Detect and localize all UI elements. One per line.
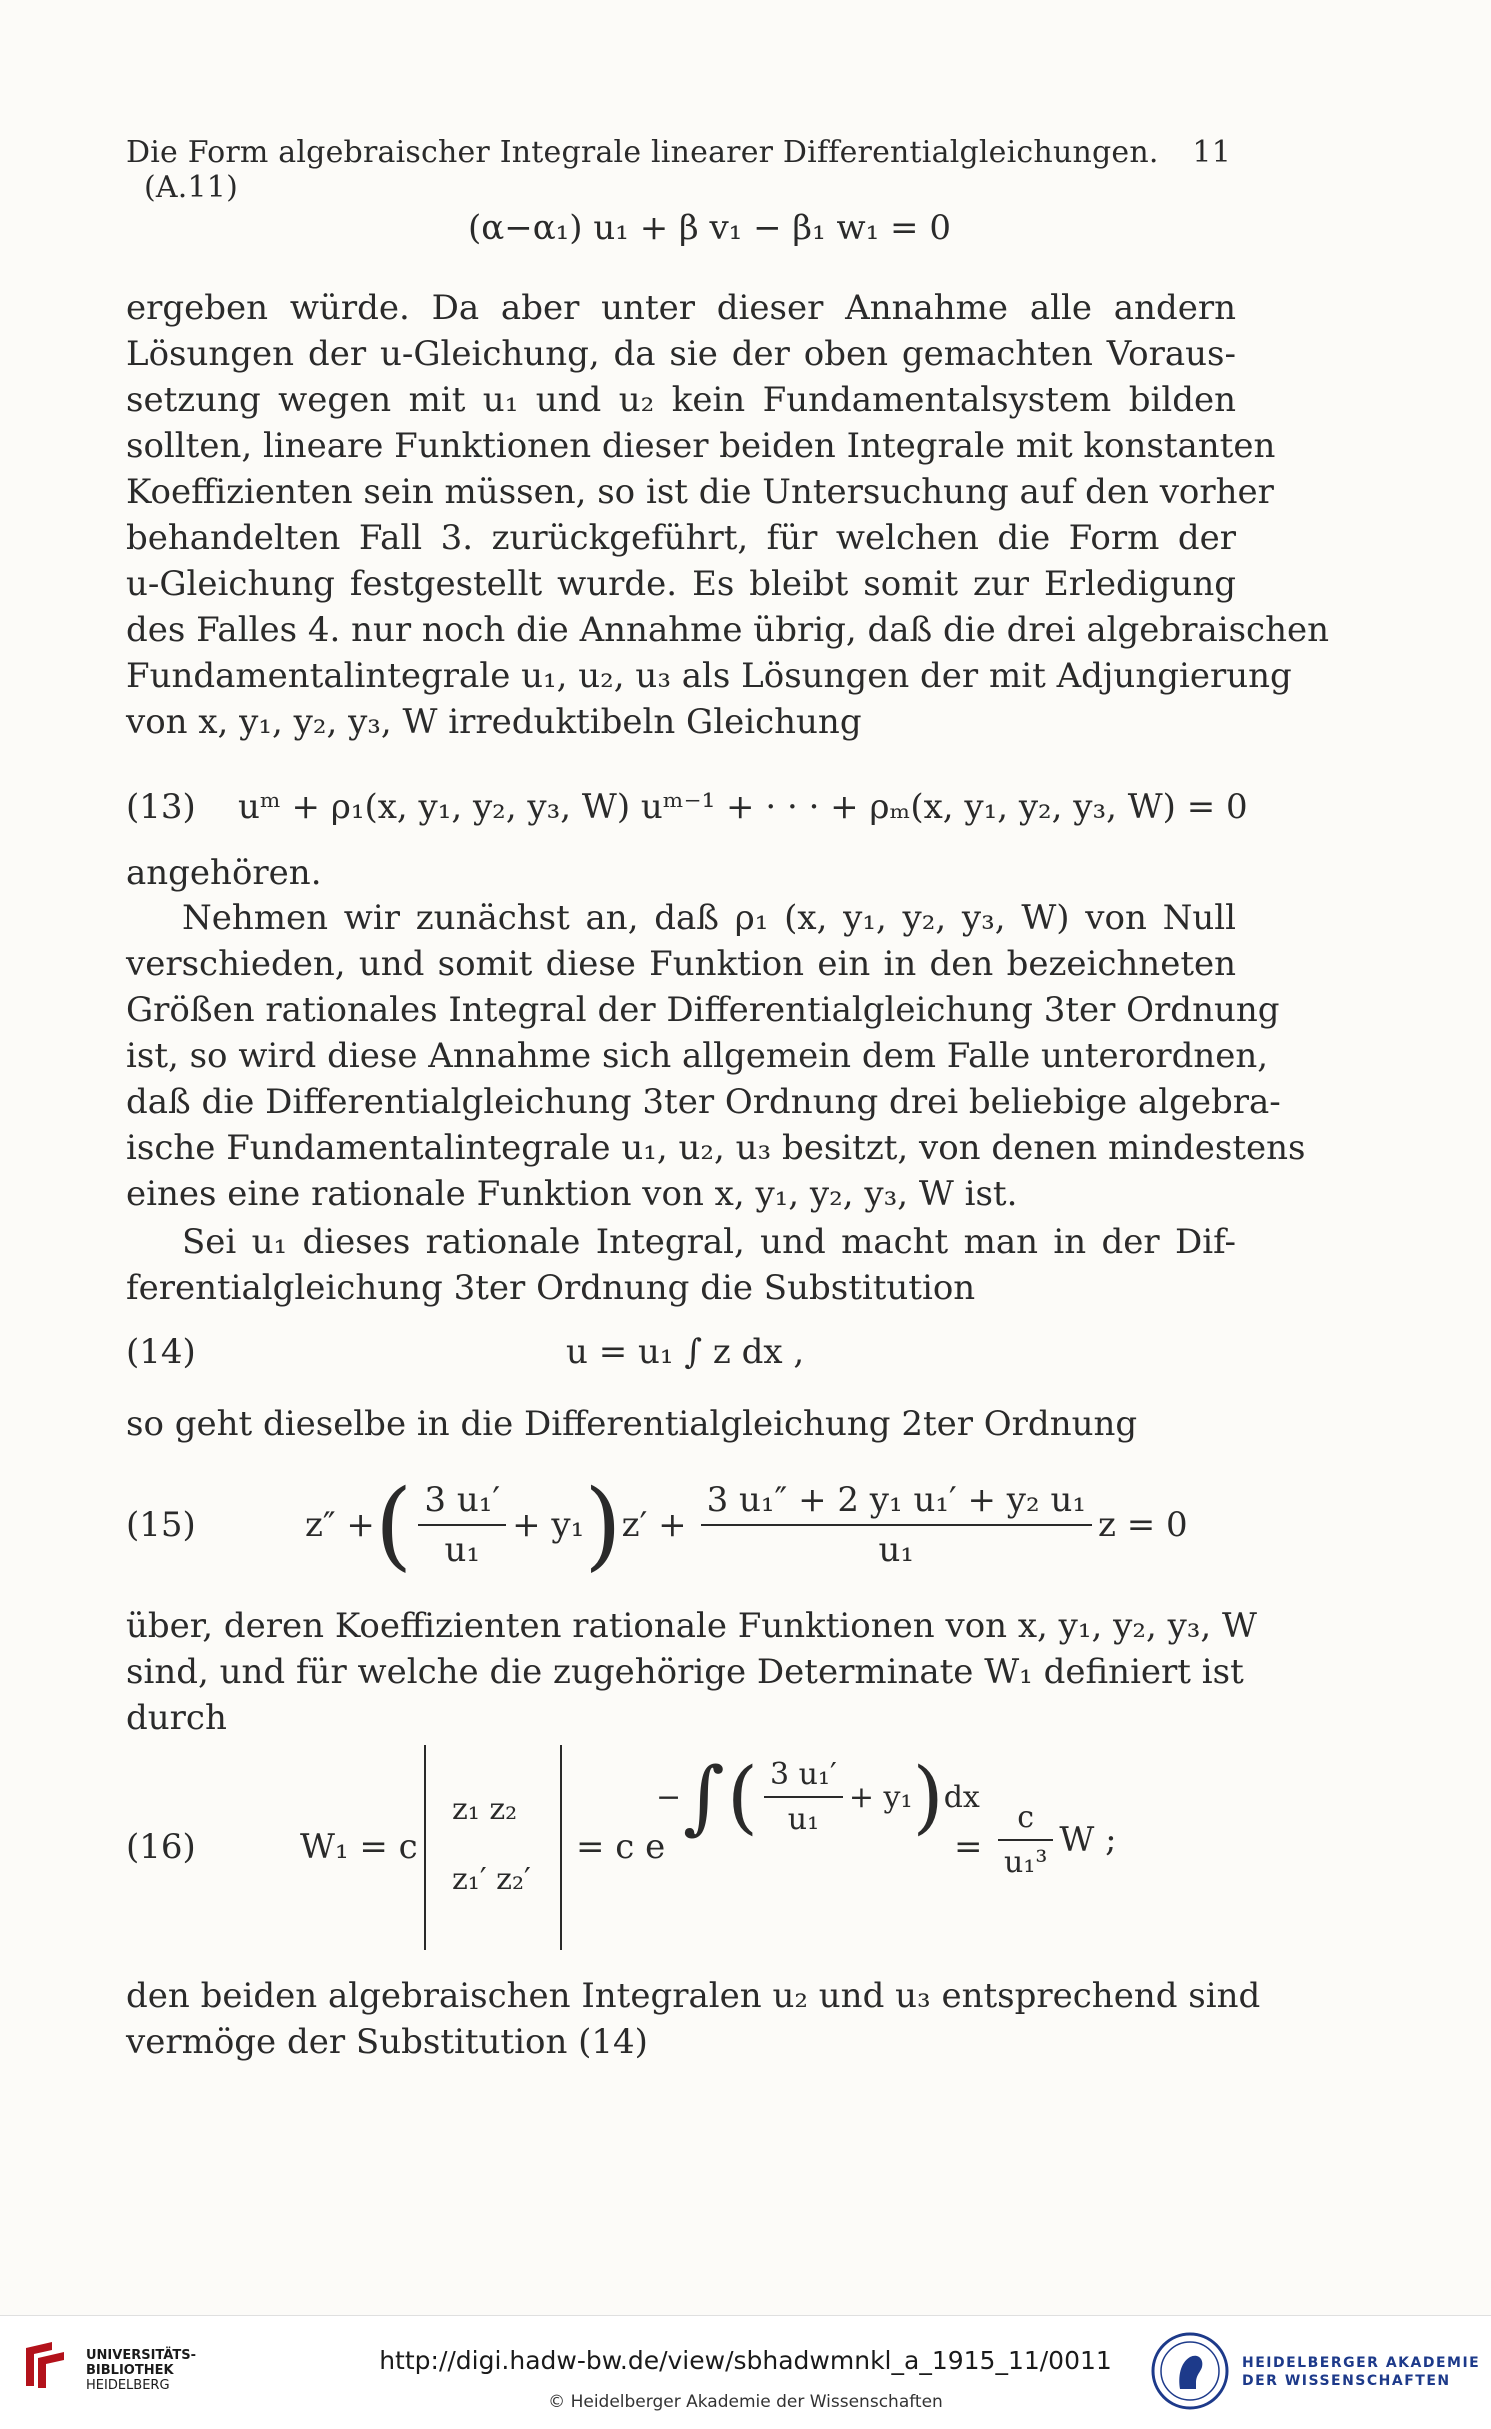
permalink-url[interactable]: http://digi.hadw-bw.de/view/sbhadwmnkl_a_1915_11/0011: [379, 2346, 1112, 2375]
text-line: Nehmen wir zunächst an, daß ρ₁ (x, y₁, y₂, y₃, W) von Null: [182, 898, 1236, 938]
fraction-numerator: 3 u₁″ + 2 y₁ u₁′ + y₂ u₁: [701, 1480, 1092, 1526]
text-line: Lösungen der u-Gleichung, da sie der oben gemachten Voraus-: [126, 334, 1236, 374]
open-paren: (: [374, 1469, 413, 1581]
equation-body: uᵐ + ρ₁(x, y₁, y₂, y₃, W) uᵐ⁻¹ + · · · + ρₘ(x, y₁, y₂, y₃, W) = 0: [238, 787, 1248, 827]
header-ref: (A.11): [144, 170, 238, 205]
uni-line: BIBLIOTHEK: [86, 2363, 174, 2378]
exponent: [656, 1742, 980, 1852]
uni-line: HEIDELBERG: [86, 2378, 170, 2393]
text-line: von x, y₁, y₂, y₃, W irreduktibeln Gleichung: [126, 702, 862, 742]
text-line: durch: [126, 1698, 227, 1738]
exponent-plus-y1: + y₁: [848, 1779, 913, 1815]
academy-seal-icon: [1150, 2331, 1230, 2411]
text-line: des Falles 4. nur noch die Annahme übrig, daß die drei algebraischen: [126, 610, 1329, 650]
text-line: daß die Differentialgleichung 3ter Ordnung drei beliebige algebra-: [126, 1082, 1281, 1122]
determinant-bar-left: [424, 1745, 426, 1950]
academy-line: DER WISSENSCHAFTEN: [1242, 2373, 1451, 2389]
text-line: sollten, lineare Funktionen dieser beiden Integrale mit konstanten: [126, 426, 1276, 466]
eq16-lhs: W₁ = c: [300, 1827, 418, 1867]
eq16-ce: = c e: [576, 1827, 666, 1867]
fraction: [764, 1757, 843, 1837]
eq16-equals: =: [954, 1827, 983, 1867]
uni-line: UNIVERSITÄTS-: [86, 2348, 196, 2363]
exponent-dx: dx: [943, 1779, 980, 1815]
fraction-denominator: u₁³: [1004, 1845, 1048, 1880]
fraction-denominator: u₁: [878, 1530, 915, 1570]
open-paren: (: [726, 1750, 759, 1843]
text-line: setzung wegen mit u₁ und u₂ kein Fundamentalsystem bilden: [126, 380, 1236, 420]
fraction: [418, 1480, 506, 1570]
close-paren: ): [912, 1750, 944, 1843]
equation-number: (14): [126, 1332, 196, 1372]
text-line: über, deren Koeffizienten rationale Funktionen von x, y₁, y₂, y₃, W: [126, 1606, 1257, 1646]
text-line: so geht dieselbe in die Differentialgleichung 2ter Ordnung: [126, 1404, 1138, 1444]
text-line: ferentialgleichung 3ter Ordnung die Substitution: [126, 1268, 976, 1308]
equation-number: (13): [126, 787, 196, 827]
determinant-bar-right: [560, 1745, 562, 1950]
fraction-numerator: 3 u₁′: [764, 1757, 843, 1798]
text-line: eines eine rationale Funktion von x, y₁, y₂, y₃, W ist.: [126, 1174, 1018, 1214]
close-paren: ): [584, 1469, 622, 1581]
equation-number: (16): [126, 1827, 196, 1867]
text-line: sind, und für welche die zugehörige Determinate W₁ definiert ist: [126, 1652, 1244, 1692]
text-line: vermöge der Substitution (14): [126, 2022, 648, 2062]
fraction: [998, 1800, 1053, 1880]
running-header: [126, 135, 1231, 205]
fraction-numerator: c: [998, 1800, 1053, 1841]
text-line: Fundamentalintegrale u₁, u₂, u₃ als Lösungen der mit Adjungierung: [126, 656, 1292, 696]
text-line: ergeben würde. Da aber unter dieser Annahme alle andern: [126, 288, 1236, 328]
fraction-denominator: u₁: [787, 1802, 820, 1837]
eq15-zprime: z′ +: [621, 1505, 687, 1545]
text-line: Sei u₁ dieses rationale Integral, und macht man in der Dif-: [182, 1222, 1236, 1262]
fraction-denominator: u₁: [444, 1530, 480, 1570]
equation-top: (α−α₁) u₁ + β v₁ − β₁ w₁ = 0: [468, 208, 951, 248]
text-line: ische Fundamentalintegrale u₁, u₂, u₃ besitzt, von denen mindestens: [126, 1128, 1306, 1168]
eq15-rhs: z = 0: [1097, 1505, 1188, 1545]
eq16-tail: W ;: [1059, 1820, 1117, 1860]
eq15-lhs: z″ +: [305, 1505, 375, 1545]
header-title: Die Form algebraischer Integrale linearer Differentialgleichungen.: [126, 135, 1159, 170]
text-line: Koeffizienten sein müssen, so ist die Untersuchung auf den vorher: [126, 472, 1274, 512]
text-line: u-Gleichung festgestellt wurde. Es bleibt somit zur Erledigung: [126, 564, 1236, 604]
text-line: behandelten Fall 3. zurückgeführt, für welchen die Form der: [126, 518, 1236, 558]
text-line: angehören.: [126, 853, 322, 893]
fraction: [701, 1480, 1092, 1570]
page-number: 11: [1192, 135, 1231, 170]
determinant-row: z₁ z₂: [452, 1792, 518, 1827]
viewer-footer: [0, 2315, 1491, 2429]
eq16-fraction-group: [992, 1800, 1117, 1880]
equation-body: [305, 1460, 1188, 1590]
integral-icon: ∫: [683, 1750, 725, 1843]
text-line: ist, so wird diese Annahme sich allgemein dem Falle unterordnen,: [126, 1036, 1269, 1076]
fraction-numerator: 3 u₁′: [418, 1480, 506, 1526]
exponent-minus: −: [656, 1779, 682, 1815]
eq15-plus-y1: + y₁: [512, 1505, 585, 1545]
copyright-notice: © Heidelberger Akademie der Wissenschaften: [548, 2392, 943, 2412]
academy-name: [1242, 2354, 1480, 2390]
text-line: verschieden, und somit diese Funktion ein in den bezeichneten: [126, 944, 1236, 984]
determinant-row: z₁′ z₂′: [452, 1862, 531, 1897]
text-line: Größen rationales Integral der Differentialgleichung 3ter Ordnung: [126, 990, 1280, 1030]
equation-number: (15): [126, 1505, 196, 1545]
equation-body: u = u₁ ∫ z dx ,: [566, 1332, 805, 1372]
text-line: den beiden algebraischen Integralen u₂ und u₃ entsprechend sind: [126, 1976, 1261, 2016]
academy-line: HEIDELBERGER AKADEMIE: [1242, 2355, 1481, 2371]
